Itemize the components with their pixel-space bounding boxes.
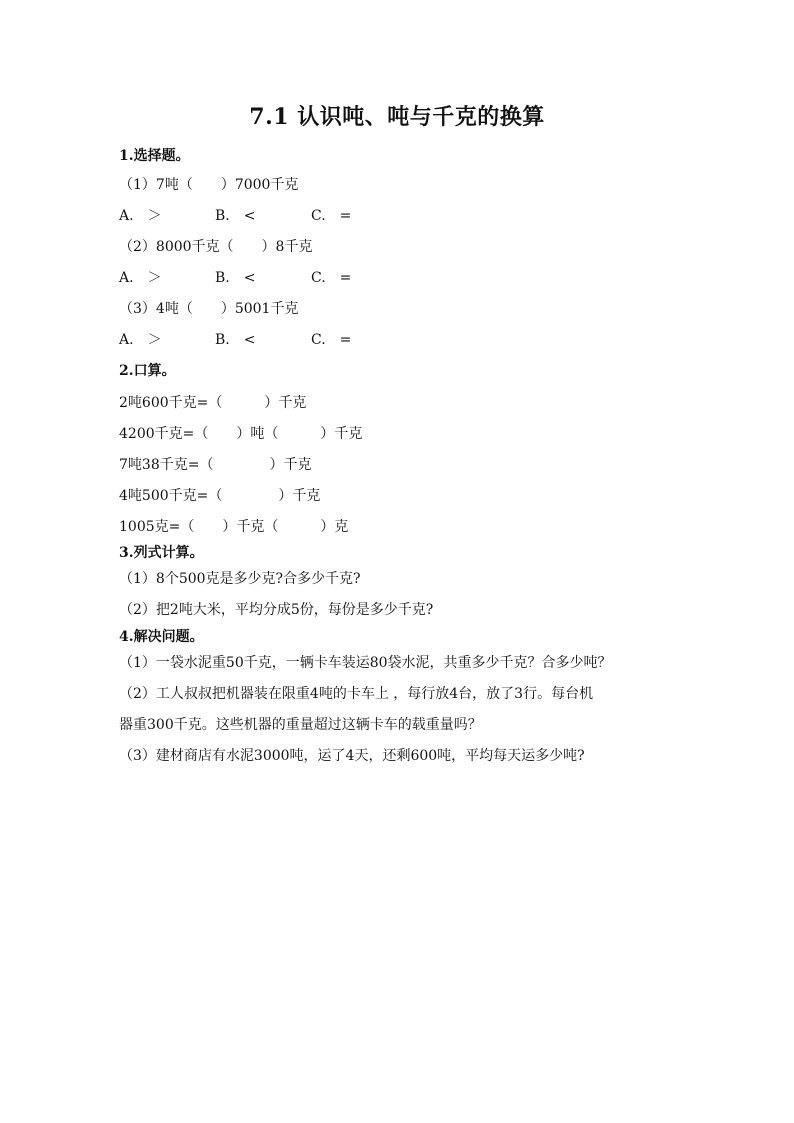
- page-title: 7.1 认识吨、吨与千克的换算: [249, 104, 545, 130]
- mental-calc-item: 7吨38千克=（ ）千克: [119, 457, 312, 473]
- section-3-heading: 3.列式计算。: [119, 545, 204, 561]
- section-1-heading: 1.选择题。: [119, 148, 190, 164]
- problem-item: 器重300千克。这些机器的重量超过这辆卡车的载重量吗？: [119, 717, 482, 733]
- question-1-1-stem: （1）7吨（ ）7000千克: [119, 177, 299, 193]
- option-b: B. <: [215, 208, 256, 224]
- option-b: B. <: [215, 270, 256, 286]
- option-c: C. =: [311, 208, 352, 224]
- mental-calc-item: 2吨600千克=（ ）千克: [119, 395, 307, 411]
- option-a: A. ＞: [119, 270, 162, 286]
- problem-item: （1）一袋水泥重50千克，一辆卡车装运80袋水泥，共重多少千克？合多少吨？: [119, 655, 612, 671]
- section-2-heading: 2.口算。: [119, 363, 176, 379]
- option-a: A. ＞: [119, 332, 162, 348]
- question-1-3-stem: （3）4吨（ ）5001千克: [119, 301, 299, 317]
- calc-item: （1）8个500克是多少克?合多少千克?: [119, 571, 361, 587]
- option-c: C. =: [311, 270, 352, 286]
- option-c: C. =: [311, 332, 352, 348]
- calc-item: （2）把2吨大米，平均分成5份，每份是多少千克?: [119, 602, 434, 618]
- mental-calc-item: 1005克=（ ）千克（ ）克: [119, 519, 349, 535]
- mental-calc-item: 4200千克=（ ）吨（ ）千克: [119, 426, 363, 442]
- question-1-2-stem: （2）8000千克（ ）8千克: [119, 239, 313, 255]
- option-b: B. <: [215, 332, 256, 348]
- problem-item: （3）建材商店有水泥3000吨，运了4天，还剩600吨，平均每天运多少吨?: [119, 748, 585, 764]
- section-4-heading: 4.解决问题。: [119, 629, 204, 645]
- problem-item: （2）工人叔叔把机器装在限重4吨的卡车上 ，每行放4台，放了3行。每台机: [119, 686, 594, 702]
- option-a: A. ＞: [119, 208, 162, 224]
- mental-calc-item: 4吨500千克=（ ）千克: [119, 488, 321, 504]
